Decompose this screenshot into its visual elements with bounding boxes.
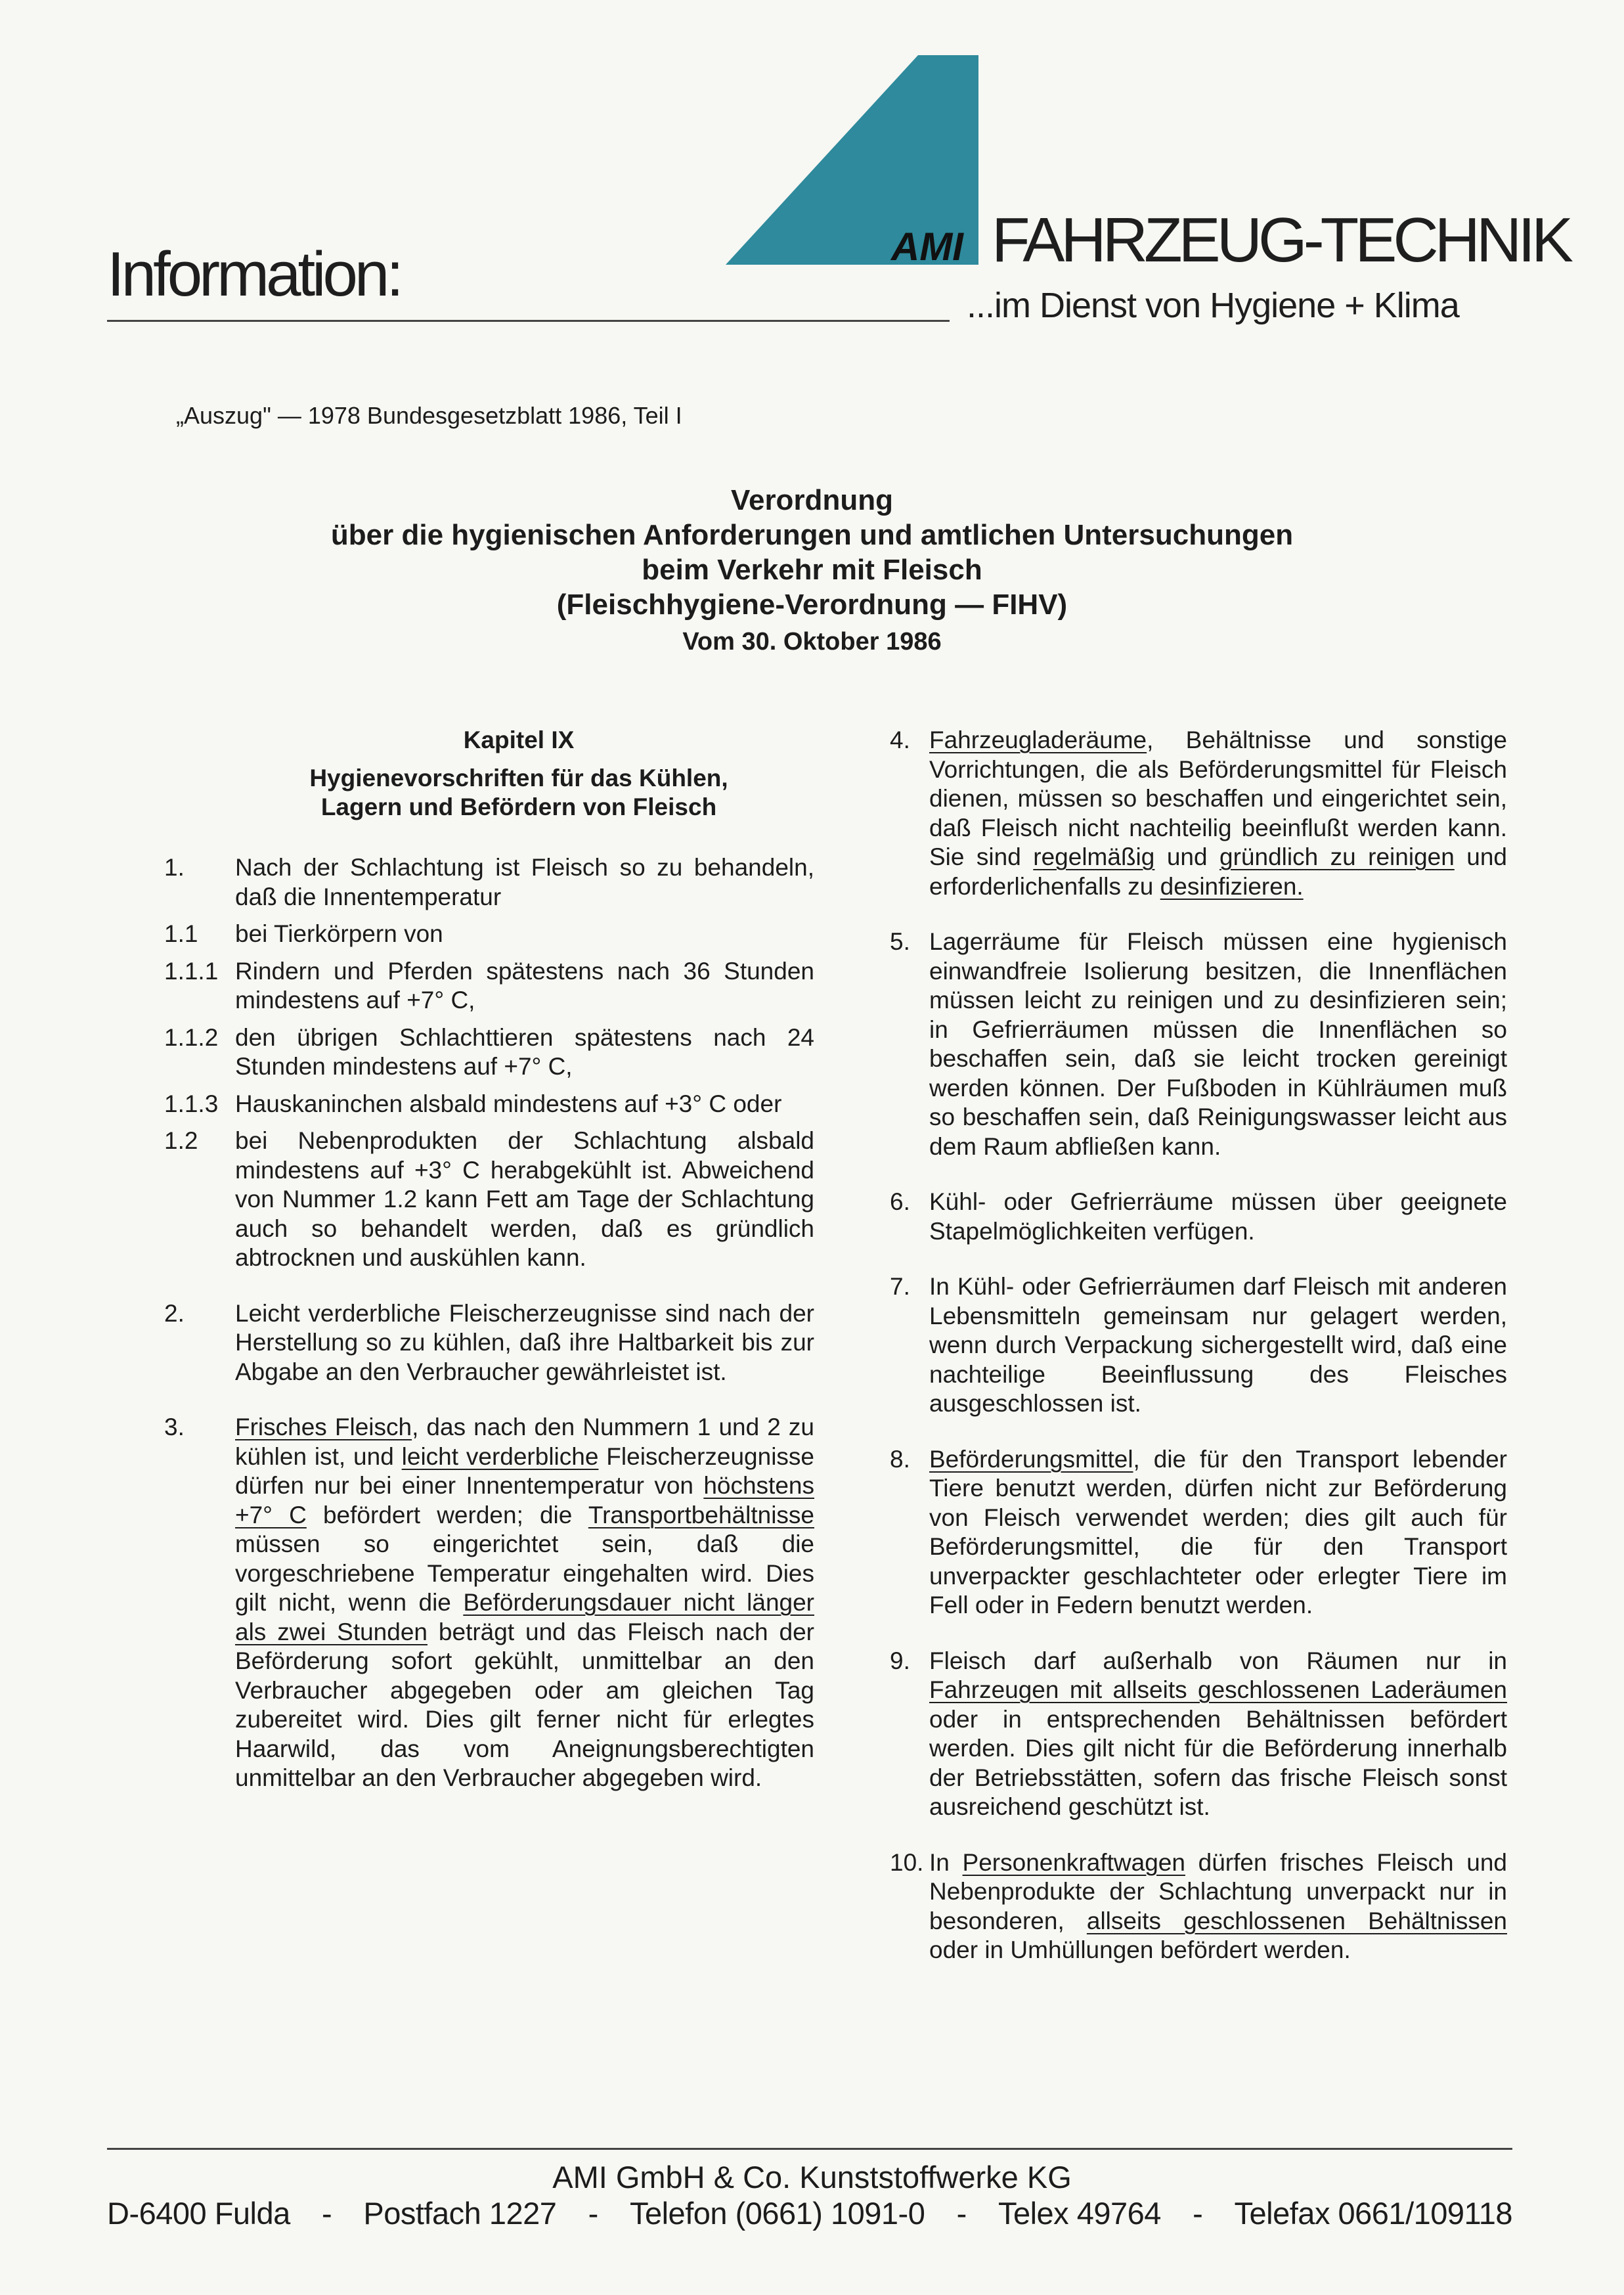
text-run: In	[929, 1848, 963, 1876]
title-date: Vom 30. Oktober 1986	[682, 628, 942, 656]
list-item	[890, 1272, 1507, 1419]
list-item	[164, 1413, 814, 1793]
chapter-subheading	[164, 764, 814, 822]
list-item	[164, 957, 814, 1015]
item-text	[929, 1647, 1507, 1822]
item-text: den übrigen Schlachttieren spätestens nach 24 Stunden mindestens auf +7° C,	[235, 1023, 814, 1080]
item-number: 1.1	[164, 920, 198, 947]
list-item	[890, 1647, 1507, 1822]
text-run: befördert werden; die	[306, 1501, 588, 1528]
item-number: 8.	[890, 1445, 910, 1473]
regulation-title	[131, 483, 1493, 661]
footer-rule	[107, 2148, 1512, 2150]
underlined-text: höchstens +7° C	[235, 1472, 814, 1528]
title-line-3: beim Verkehr mit Fleisch	[642, 554, 982, 586]
list-item	[164, 1090, 814, 1119]
ami-logo	[726, 51, 988, 311]
footer-postfach: Postfach 1227	[363, 2196, 557, 2231]
left-column	[164, 726, 814, 1793]
item-number: 10.	[890, 1848, 924, 1876]
underlined-text: Beförderungsmittel	[929, 1445, 1133, 1473]
item-text: Nach der Schlachtung ist Fleisch so zu behandeln, daß die Innentemperatur	[235, 854, 814, 910]
item-text: Rindern und Pferden spätestens nach 36 Stunden mindestens auf +7° C,	[235, 957, 814, 1014]
footer-separator: -	[588, 2196, 598, 2231]
underlined-text: regelmäßig	[1033, 843, 1155, 870]
item-text: bei Tierkörpern von	[235, 920, 443, 947]
list-item	[164, 1299, 814, 1387]
item-number: 9.	[890, 1647, 910, 1674]
header-rule	[107, 320, 950, 322]
item-text: Hauskaninchen alsbald mindestens auf +3° C oder	[235, 1090, 782, 1117]
text-run: oder in Umhüllungen befördert werden.	[929, 1936, 1351, 1963]
company-name: FAHRZEUG-TECHNIK	[992, 205, 1570, 275]
footer-contact	[107, 2198, 1512, 2229]
text-run: oder in entsprechenden Behältnissen befördert werden. Dies gilt nicht für die Beförderung innerhalb der Betriebsstätten, sofern das frische Fleisch sonst ausreichend geschützt ist.	[929, 1705, 1507, 1820]
underlined-text: Personenkraftwagen	[962, 1848, 1185, 1876]
footer-separator: -	[956, 2196, 967, 2231]
text-run: , Behältnisse und sonstige Vorrichtungen, die als Beförderungsmittel für Fleisch dienen, müssen so beschaffen und eingerichtet sein, daß Fleisch nicht nachteilig beeinflußt werden kann. Sie sind	[929, 726, 1507, 870]
list-item	[890, 1848, 1507, 1965]
excerpt-line: „Auszug" — 1978 Bundesgesetzblatt 1986, Teil I	[176, 402, 682, 429]
right-column	[890, 726, 1507, 1965]
item-text: In Kühl- oder Gefrierräumen darf Fleisch mit anderen Lebensmitteln gemeinsam nur gelagert werden, wenn durch Verpackung sichergestellt wird, daß eine nachteilige Beeinflussung des Fleisches ausgeschlossen ist.	[929, 1273, 1507, 1417]
list-item	[164, 1023, 814, 1082]
item-number: 1.1.2	[164, 1023, 219, 1051]
underlined-text: gründlich zu reinigen	[1219, 843, 1455, 870]
text-run: beträgt und das Fleisch nach der Beförderung sofort gekühlt, unmittelbar an den Verbraucher abgegeben oder am gleichen Tag zubereitet wird. Dies gilt ferner nicht für erlegtes Haarwild, das vom Aneignungsberechtigten unmittelbar an den Verbraucher abgegeben wird.	[235, 1618, 814, 1791]
title-line-4: (Fleischhygiene-Verordnung — FIHV)	[556, 589, 1068, 621]
footer-separator: -	[322, 2196, 332, 2231]
text-run: , die für den Transport lebender Tiere benutzt werden, dürfen nicht zur Beförderung von Fleisch verwendet werden; dies gilt auch für Beförderungsmittel, die für den Transport unverpackter geschlachteter oder erlegter Tiere im Fell oder in Federn benutzt werden.	[929, 1445, 1507, 1618]
text-run: Fleischerzeugnisse dürfen nur bei einer Innentemperatur von	[235, 1442, 815, 1499]
list-item	[164, 853, 814, 912]
text-run: müssen so eingerichtet sein, daß die vorgeschriebene Temperatur eingehalten wird. Dies gilt nicht, wenn die	[235, 1530, 814, 1616]
item-number: 2.	[164, 1299, 185, 1327]
item-text: Kühl- oder Gefrierräume müssen über geeignete Stapelmöglichkeiten verfügen.	[929, 1188, 1507, 1245]
chapter-heading: Kapitel IX	[463, 726, 575, 753]
title-line-1: Verordnung	[731, 484, 893, 516]
footer-company: AMI GmbH & Co. Kunststoffwerke KG	[552, 2160, 1072, 2195]
item-number: 1.	[164, 854, 185, 881]
underlined-text: desinfizieren.	[1160, 872, 1304, 900]
underlined-text: Transportbehältnisse	[588, 1501, 814, 1528]
title-line-2: über die hygienischen Anforderungen und amtlichen Untersuchungen	[330, 519, 1294, 551]
footer-telefax: Telefax 0661/109118	[1234, 2196, 1512, 2231]
item-text	[235, 1413, 814, 1793]
list-item	[164, 1126, 814, 1273]
chapter-subheading-line-1: Hygienevorschriften für das Kühlen,	[309, 765, 728, 791]
item-number: 3.	[164, 1414, 185, 1440]
chapter-subheading-line-2: Lagern und Befördern von Fleisch	[320, 793, 717, 820]
footer-address: D-6400 Fulda	[107, 2196, 290, 2231]
logo-text: AMI	[891, 225, 963, 269]
item-text	[929, 726, 1507, 901]
list-item	[890, 1445, 1507, 1620]
item-text: Leicht verderbliche Fleischerzeugnisse sind nach der Herstellung so zu kühlen, daß ihre Haltbarkeit bis zur Abgabe an den Verbraucher gewährleistet ist.	[235, 1299, 814, 1385]
list-item	[890, 726, 1507, 901]
text-run: Fleisch darf außerhalb von Räumen nur in	[929, 1647, 1507, 1674]
company-tagline: ...im Dienst von Hygiene + Klima	[967, 286, 1459, 325]
underlined-text: leicht verderbliche	[401, 1442, 599, 1470]
footer-telefon: Telefon (0661) 1091-0	[629, 2196, 925, 2231]
underlined-text: Beförderungsdauer nicht länger als zwei Stunden	[235, 1589, 814, 1645]
item-number: 1.1.1	[164, 957, 219, 985]
list-item	[890, 1188, 1507, 1246]
underlined-text: allseits geschlossenen Behältnissen	[1086, 1907, 1507, 1934]
item-number: 6.	[890, 1188, 910, 1215]
underlined-text: Frisches Fleisch	[235, 1414, 412, 1440]
item-number: 1.1.3	[164, 1090, 219, 1117]
list-item	[890, 927, 1507, 1161]
header-title: Information:	[107, 239, 401, 309]
item-text: bei Nebenprodukten der Schlachtung alsbald mindestens auf +3° C herabgekühlt ist. Abweichend von Nummer 1.2 kann Fett am Tage der Schlachtung auch so behandelt werden, daß es gründlich abtrocknen und auskühlen kann.	[235, 1127, 814, 1271]
text-run: und	[1154, 843, 1220, 870]
item-number: 4.	[890, 726, 910, 753]
footer-telex: Telex 49764	[998, 2196, 1161, 2231]
item-number: 5.	[890, 928, 910, 955]
item-number: 7.	[890, 1273, 910, 1300]
text-run: , das nach den Nummern 1 und 2 zu kühlen ist, und	[235, 1414, 814, 1470]
list-item	[164, 920, 814, 949]
underlined-text: Fahrzeugladeräume	[929, 726, 1147, 753]
text-run: und erforderlichenfalls zu	[929, 843, 1508, 900]
item-text: Lagerräume für Fleisch müssen eine hygienisch einwandfreie Isolierung besitzen, die Innenflächen müssen leicht zu reinigen und zu desinfizieren sein; in Gefrierräumen müssen die Innenflächen so beschaffen sein, daß sie leicht trocken gereinigt werden können. Der Fußboden in Kühlräumen muß so beschaffen sein, daß Reinigungswasser leicht aus dem Raum abfließen kann.	[929, 928, 1507, 1160]
item-text	[929, 1445, 1507, 1620]
item-number: 1.2	[164, 1127, 198, 1154]
footer-separator: -	[1193, 2196, 1203, 2231]
text-run: dürfen frisches Fleisch und Nebenprodukte der Schlachtung unverpackt nur in besonderen,	[929, 1848, 1507, 1934]
item-text	[929, 1848, 1507, 1965]
underlined-text: Fahrzeugen mit allseits geschlossenen Laderäumen	[929, 1676, 1507, 1703]
